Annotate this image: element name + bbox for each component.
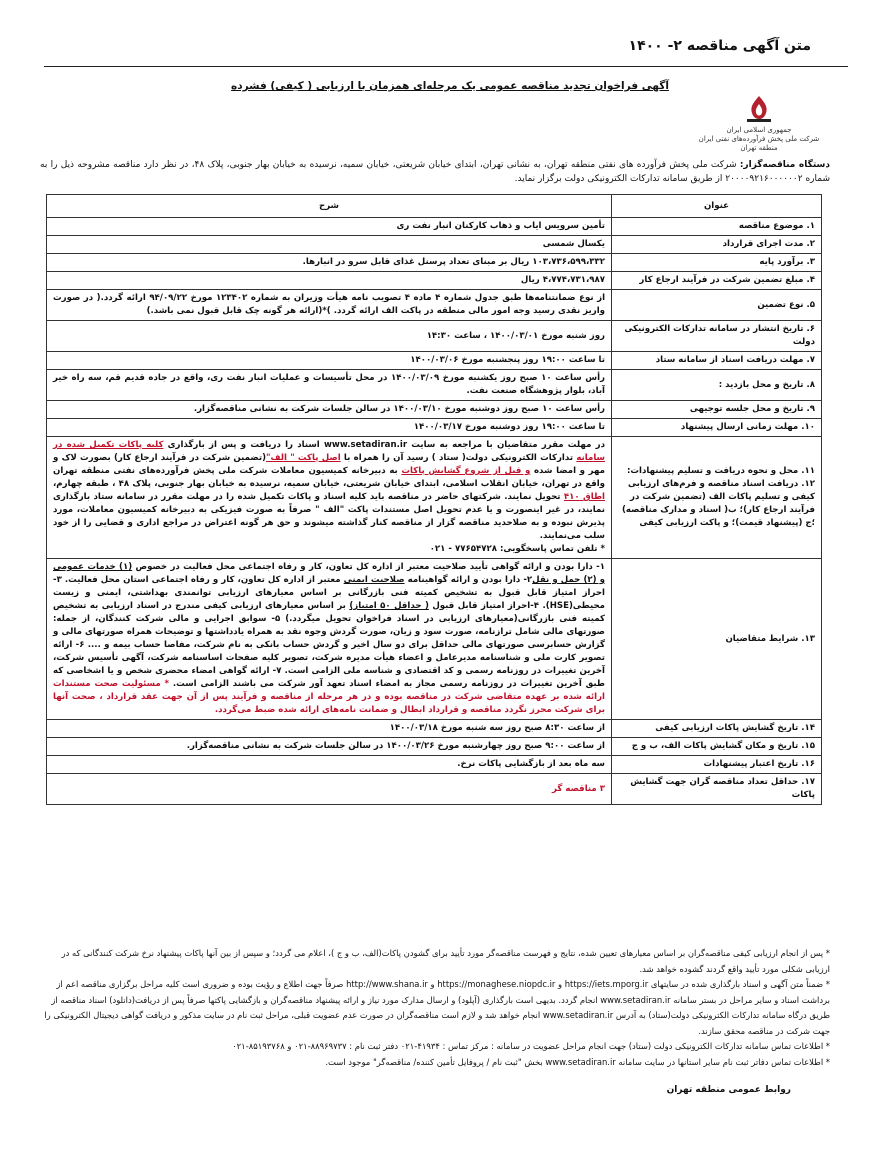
logo-line-3: منطقه تهران <box>740 144 778 152</box>
table-row <box>47 419 822 437</box>
row-description: یکسال شمسی <box>47 236 612 254</box>
text-run: تدارکات الکترونیکی دولت( ستاد ) رسید آن را همراه با <box>340 453 577 463</box>
underlined-text: (۱) خدمات عمومی و (۲) حمل و نقل <box>53 562 606 585</box>
table-header-row <box>47 195 822 218</box>
text-run: ۲- دارا بودن و ارائه گواهینامه <box>404 575 533 585</box>
title-divider <box>44 66 848 67</box>
highlight-text: کلیه پاکات تکمیل شده در سامانه <box>53 440 605 463</box>
text-run: ۱- دارا بودن و ارائه گواهی تأیید صلاحیت معتبر از اداره کل تعاون، کار و رفاه اجتماعی محل فعالیت در خصوص <box>132 562 605 572</box>
note-item: * ضمناً متن آگهی و اسناد بارگذاری شده در سایتهای https://iets.mporg.ir و https://monaghese.niopdc.ir و http://www.shana.ir صرفاً جهت اطلاع و رؤیت بوده و ضروری است کلیه مراحل برگزاری مناقصه اعم از برداشت اسناد و سایر مراحل در بستر سامانه www.setadiran.ir انجام گردد. بدیهی است بارگذاری (آپلود) و ارسال مدارک مورد نیاز و ارائه پیشنهاد مناقصه‌گران و بازگشایی پاکتها صرفاً پس از دریافت(دانلود) اسناد مناقصه از طریق درگاه سامانه تدارکات الکترونیکی دولت(ستاد) به آدرس www.setadiran.ir انجام خواهد شد و لازم است مناقصه‌گران در صورت عدم عضویت قبلی، مراحل ثبت نام در سایت مذکور و دریافت گواهی دیجیتال الکترونیکی را جهت شرکت در مناقصه محقق سازند. <box>44 979 830 1036</box>
tender-details-table <box>46 194 822 805</box>
row-title: ۷. مهلت دریافت اسناد از سامانه ستاد <box>612 352 822 370</box>
row-description: ۴،۷۷۴،۷۳۱،۹۸۷ ریال <box>47 272 612 290</box>
notice-subtitle: آگهی فراخوان تجدید مناقصه عمومی یک مرحله‌ای همزمان با ارزیابی ( کیفی) فشرده <box>231 80 669 92</box>
table-row <box>47 290 822 321</box>
table-row <box>47 774 822 805</box>
row-description: از ساعت ۸:۳۰ صبح روز سه شنبه مورخ ۱۴۰۰/۰۳/۱۸ <box>47 720 612 738</box>
row-title: ۱۷. حداقل تعداد مناقصه گران جهت گشایش پاکات <box>612 774 822 805</box>
row-description: تا ساعت ۱۹:۰۰ روز دوشنبه مورخ ۱۴۰۰/۰۳/۱۷ <box>47 419 612 437</box>
flame-emblem-icon <box>741 94 777 124</box>
table-row <box>47 254 822 272</box>
table-row <box>47 272 822 290</box>
text-run: معتبر از اداره کل تعاون، کار و رفاه اجتماعی استان محل فعالیت. ۳- احراز امتیاز قابل قبول به تشخیص کمیته فنی بازرگانی بر اساس معیارهای ارزیابی توانمندی بهداشتی، ایمنی و زیست محیطی(HSE). ۴-احراز امتیاز قابل قبول <box>53 575 605 611</box>
row-title-11: ۱۱. محل و نحوه دریافت و تسلیم پیشنهادات: <box>626 466 815 476</box>
issuer-text: شرکت ملی پخش فرآورده های نفتی منطقه تهران، به نشانی تهران، ابتدای خیابان شریعتی، خیابان سمیه، نرسیده به خیابان بهار جنوبی، پلاک ۴۸، در نظر دارد مناقصه مشروحه ذیل را به شماره ۲۰۰۰۰۹۲۱۶۰۰۰۰۰۰۲ از طریق سامانه تدارکات الکترونیکی دولت برگزار نماید. <box>40 160 830 184</box>
note-item: * پس از انجام ارزیابی کیفی مناقصه‌گران بر اساس معیارهای تعیین شده، نتایج و فهرست مناقصه‌گر مورد تأیید برای گشودن پاکات(الف، ب و ج )، اعلام می گردد؛ و سپس از بین آنها پاکات پیشنهاد نرخ شرکت کنندگانی که در ارزیابی شکلی مورد تأیید واقع گردند گشوده خواهد شد. <box>61 948 830 974</box>
issuer-paragraph <box>40 158 830 186</box>
row-description: تأمین سرویس ایاب و ذهاب کارکنان انبار نفت ری <box>47 218 612 236</box>
table-row <box>47 738 822 756</box>
row-title: ۱۵. تاریخ و مکان گشایش پاکات الف، ب و ج <box>612 738 822 756</box>
table-row-submission <box>47 437 822 559</box>
text-run: بر اساس معیارهای ارزیابی کیفی مندرج در اسناد ارزیابی به تشخیص کمیته فنی بازرگانی(معیارهای ارزیابی در اسناد فراخوان تحویل میگردد.) ۵- سوابق اجرایی و مالی شرکت کنندگان، از جمله: صورتهای مالی شامل ترازنامه، صورت سود و زیان، صورت گردش وجوه نقد به همراه یادداشتها و توضیحات همراه صورتهای مالی و گزارش حسابرسی صورتهای مالی حداقل برای دو سال اخیر و گردش حساب بانکی به نام شرکت، مفاصا حساب بیمه و .... ۶- ارائه تصویر کارت ملی و شناسنامه مدیرعامل و اعضاء هیأت مدیره شرکت، تصویر کلیه صفحات اساسنامه شرکت، آگهی تأسیس شرکت، آخرین تغییرات در روزنامه رسمی و کد اقتصادی و شناسه ملی الزامی است. ۷- ارائه گواهی امضاء محضری شخص و یا اشخاصی که طبق آخرین تغییرات در روزنامه رسمی مجاز به امضاء اسناد تعهد آور شرکت می باشند الزامی است. <box>53 601 605 689</box>
row-title: ۱۳. شرایط متقاضیان <box>612 559 822 720</box>
table-row <box>47 218 822 236</box>
row-description <box>47 559 612 720</box>
table-row <box>47 352 822 370</box>
table-row <box>47 370 822 401</box>
row-title: ۵. نوع تضمین <box>612 290 822 321</box>
row-description <box>47 437 612 559</box>
row-title: ۸. تاریخ و محل بازدید : <box>612 370 822 401</box>
note-item: * اطلاعات تماس دفاتر ثبت نام سایر استانها در سایت سامانه www.setadiran.ir بخش "ثبت نام / پروفایل تأمین کننده/ مناقصه‌گر" موجود است. <box>325 1056 830 1067</box>
logo-line-1: جمهوری اسلامی ایران <box>726 126 792 134</box>
underlined-text: صلاحیت ایمنی <box>343 575 405 585</box>
note-item: * اطلاعات تماس سامانه تدارکات الکترونیکی دولت (ستاد) جهت انجام مراحل عضویت در سامانه : مرکز تماس : ۴۱۹۳۴-۰۲۱ دفتر ثبت نام : ۸۸۹۶۹۷۳۷-۰۲۱ و ۸۵۱۹۳۷۶۸-۰۲۱ <box>232 1041 830 1051</box>
warning-text: * مسئولیت صحت مستندات ارائه شده بر عهده متقاضی شرکت در مناقصه بوده و در هر مرحله از مناقصه و فرآیند پس از آن جهت عقد قرارداد ، صحت آنها برای شرکت محرز نگردد مناقصه و قرارداد ابطال و ضمانت نامه‌های ارائه شده ضبط می‌گردد. <box>53 679 605 715</box>
logo-line-2: شرکت ملی پخش فرآورده‌های نفتی ایران <box>698 135 820 143</box>
table-row <box>47 756 822 774</box>
row-title: ۱. موضوع مناقصه <box>612 218 822 236</box>
underlined-text: ( حداقل ۵۰ امتیاز) <box>349 601 429 611</box>
text-run: به دبیرخانه کمیسیون معاملات شرکت ملی پخش فرآورده‌های نفتی منطقه تهران واقع در تهران، خیابان انقلاب اسلامی، ابتدای خیابان شریعتی، خیابان سمیه، نرسیده به خیابان بهار جنوبی، پلاک ۴۸ ، طبقه چهارم، <box>53 466 606 489</box>
row-description: رأس ساعت ۱۰ صبح روز یکشنبه مورخ ۱۴۰۰/۰۳/۰۹ در محل تأسیسات و عملیات انبار نفت ری، واقع در جاده قدیم قم، سه راه خیر آباد، بلوار پژوهشگاه صنعت نفت. <box>47 370 612 401</box>
text-run: تحویل نمایند. شرکتهای حاضر در مناقصه باید کلیه اسناد و پاکات تکمیل شده را در مهلت مقرر در سامانه ستاد بارگذاری نمایند، در غیر اینصورت و یا عدم تحویل اصل مستندات پاکت "الف " صرفاً به صورت فیزیکی به دبیرخانه کمیسیون معاملات، مورد پذیرش نبوده و به صلاحدید مناقصه گزار از مناقصه کنار گذاشته میشوند و حق هر گونه اعتراض در مراجع اداری و قضایی را از خود سلب می‌نمایند. <box>53 492 605 541</box>
text-run: در مهلت مقرر متقاضیان با مراجعه به سایت www.setadiran.ir اسناد را دریافت و پس از بارگذاری <box>163 440 605 450</box>
row-description: سه ماه بعد از بازگشایی پاکات نرخ. <box>47 756 612 774</box>
row-description: روز شنبه مورخ ۱۴۰۰/۰۳/۰۱ ، ساعت ۱۴:۳۰ <box>47 321 612 352</box>
row-title: ۱۶. تاریخ اعتبار پیشنهادات <box>612 756 822 774</box>
row-title-12: ۱۲. دریافت اسناد مناقصه و فرم‌های ارزیابی کیفی و تسلیم پاکات الف (تضمین شرکت در فرآیند ارجاع کار)؛ ب( اسناد و مدارک مناقصه) ؛ج (پیشنهاد قیمت)؛ و پاکت ارزیابی کیفی <box>622 479 815 528</box>
row-title <box>612 437 822 559</box>
highlight-text: اطاق ۴۱۰ <box>563 492 605 502</box>
row-description: تا ساعت ۱۹:۰۰ روز پنجشنبه مورخ ۱۴۰۰/۰۳/۰۶ <box>47 352 612 370</box>
row-description: از ساعت ۹:۰۰ صبح روز چهارشنبه مورخ ۱۴۰۰/۰۳/۲۶ در سالن جلسات شرکت به نشانی مناقصه‌گزار. <box>47 738 612 756</box>
row-description: رأس ساعت ۱۰ صبح روز دوشنبه مورخ ۱۴۰۰/۰۳/۱۰ در سالن جلسات شرکت به نشانی مناقصه‌گزار. <box>47 401 612 419</box>
column-header-description: شرح <box>47 195 612 218</box>
footer-signature: روابط عمومی منطقه تهران <box>666 1085 791 1095</box>
row-title: ۹. تاریخ و محل جلسه توجیهی <box>612 401 822 419</box>
row-title: ۲. مدت اجرای قرارداد <box>612 236 822 254</box>
row-title: ۱۰. مهلت زمانی ارسال پیشنهاد <box>612 419 822 437</box>
page-title: متن آگهی مناقصه ۲- ۱۴۰۰ <box>628 38 811 54</box>
row-title: ۳. برآورد پایه <box>612 254 822 272</box>
row-title: ۶. تاریخ انتشار در سامانه تدارکات الکترونیکی دولت <box>612 321 822 352</box>
table-row <box>47 720 822 738</box>
text-run: (تضمین شرکت در فرآیند ارجاع کار) بصورت لاک و مهر و امضا شده <box>53 453 605 476</box>
issuer-label: دستگاه مناقصه‌گزار: <box>739 160 830 170</box>
row-title: ۴. مبلغ تضمین شرکت در فرآیند ارجاع کار <box>612 272 822 290</box>
table-row-conditions <box>47 559 822 720</box>
row-description: ۳ مناقصه گر <box>47 774 612 805</box>
row-description: از نوع ضمانتنامه‌ها طبق جدول شماره ۴ ماده ۴ تصویب نامه هیأت وزیران به شماره ۱۲۳۴۰۲ مورخ ۹۴/۰۹/۲۲ ارائه گردد.( در صورت واریز نقدی رسید وجه امور مالی منطقه در پاکت الف ارائه گردد. )*(ارائه هر گونه چک قابل قبول نمی باشد.) <box>47 290 612 321</box>
column-header-title: عنوان <box>612 195 822 218</box>
phone-line: * تلفن تماس پاسخگویی: ۷۷۶۵۴۷۲۸ - ۰۲۱ <box>429 544 605 554</box>
notes-section <box>40 946 830 1070</box>
table-row <box>47 236 822 254</box>
table-row <box>47 321 822 352</box>
company-logo <box>689 94 829 162</box>
table-row <box>47 401 822 419</box>
row-title: ۱۴. تاریخ گشایش پاکات ارزیابی کیفی <box>612 720 822 738</box>
highlight-text: اصل پاکت " الف" <box>266 453 341 463</box>
highlight-text: و قبل از شروع گشایش پاکات <box>401 466 531 476</box>
row-description: ۱۰۳،۷۳۶،۵۹۹،۳۳۲ ریال بر مبنای تعداد پرسنل غذای قابل سرو در انبارها. <box>47 254 612 272</box>
